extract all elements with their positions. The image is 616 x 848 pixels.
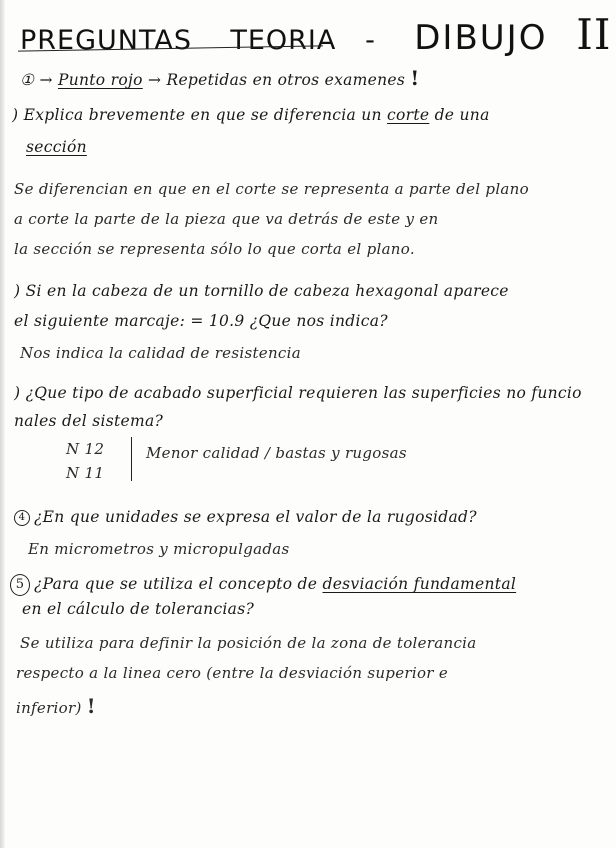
answer-5-line-1: Se utiliza para definir la posición de la zona de tolerancia — [20, 634, 477, 652]
answer-1-line-3: la sección se representa sólo lo que corta el plano. — [14, 240, 415, 258]
question-3-line-1: ) ¿Que tipo de acabado superficial requieren las superficies no funcio — [14, 384, 582, 402]
question-1-line-1: ) Explica brevemente en que se diferencia un corte de una — [12, 106, 490, 124]
answer-5-bang: ! — [86, 694, 96, 718]
answer-5-line-2: respecto a la linea cero (entre la desviación superior e — [16, 664, 449, 682]
answer-4: En micrometros y micropulgadas — [28, 540, 290, 558]
answer-2: Nos indica la calidad de resistencia — [20, 344, 301, 362]
question-5-line-2: en el cálculo de tolerancias? — [22, 600, 255, 618]
answer-3: Menor calidad / bastas y rugosas — [146, 444, 407, 462]
question-1-line-2: sección — [26, 138, 87, 156]
answer-5-line-3: inferior) ! — [16, 694, 96, 718]
title-part-1: PREGUNTAS — [20, 25, 192, 56]
header-note-prefix: → — [39, 71, 53, 89]
header-note-bang: ! — [410, 66, 420, 90]
question-2-line-1: ) Si en la cabeza de un tornillo de cabeza hexagonal aparece — [14, 282, 509, 300]
answer-3-bracket — [131, 437, 132, 481]
title-dash: - — [365, 25, 376, 56]
answer-1-line-2: a corte la parte de la pieza que va detrás de este y en — [14, 210, 439, 228]
page-title — [20, 10, 611, 59]
answer-3-code-1: N 12 — [66, 440, 105, 458]
question-2-line-2: el siguiente marcaje: = 10.9 ¿Que nos indica? — [14, 312, 388, 330]
question-5-marker: 5 — [10, 574, 30, 596]
answer-3-code-2: N 11 — [66, 464, 105, 482]
header-note-highlight: Punto rojo — [57, 71, 143, 89]
header-note — [20, 66, 419, 90]
header-note-marker: ① — [20, 71, 35, 89]
title-numeral: II — [576, 10, 612, 59]
question-3-line-2: nales del sistema? — [14, 412, 164, 430]
question-4-marker: 4 — [14, 510, 30, 526]
title-part-2: TEORIA — [230, 25, 337, 56]
question-5-line-1: 5 ¿Para que se utiliza el concepto de desviación fundamental — [10, 574, 516, 596]
header-note-text: → Repetidas en otros examenes — [147, 71, 406, 89]
title-part-3: DIBUJO — [414, 18, 548, 58]
underlined-term: desviación fundamental — [322, 575, 517, 593]
scan-edge — [0, 0, 5, 848]
underlined-term: corte — [387, 106, 430, 124]
question-4-line-1: 4 ¿En que unidades se expresa el valor de la rugosidad? — [14, 508, 477, 526]
answer-1-line-1: Se diferencian en que en el corte se representa a parte del plano — [14, 180, 529, 198]
